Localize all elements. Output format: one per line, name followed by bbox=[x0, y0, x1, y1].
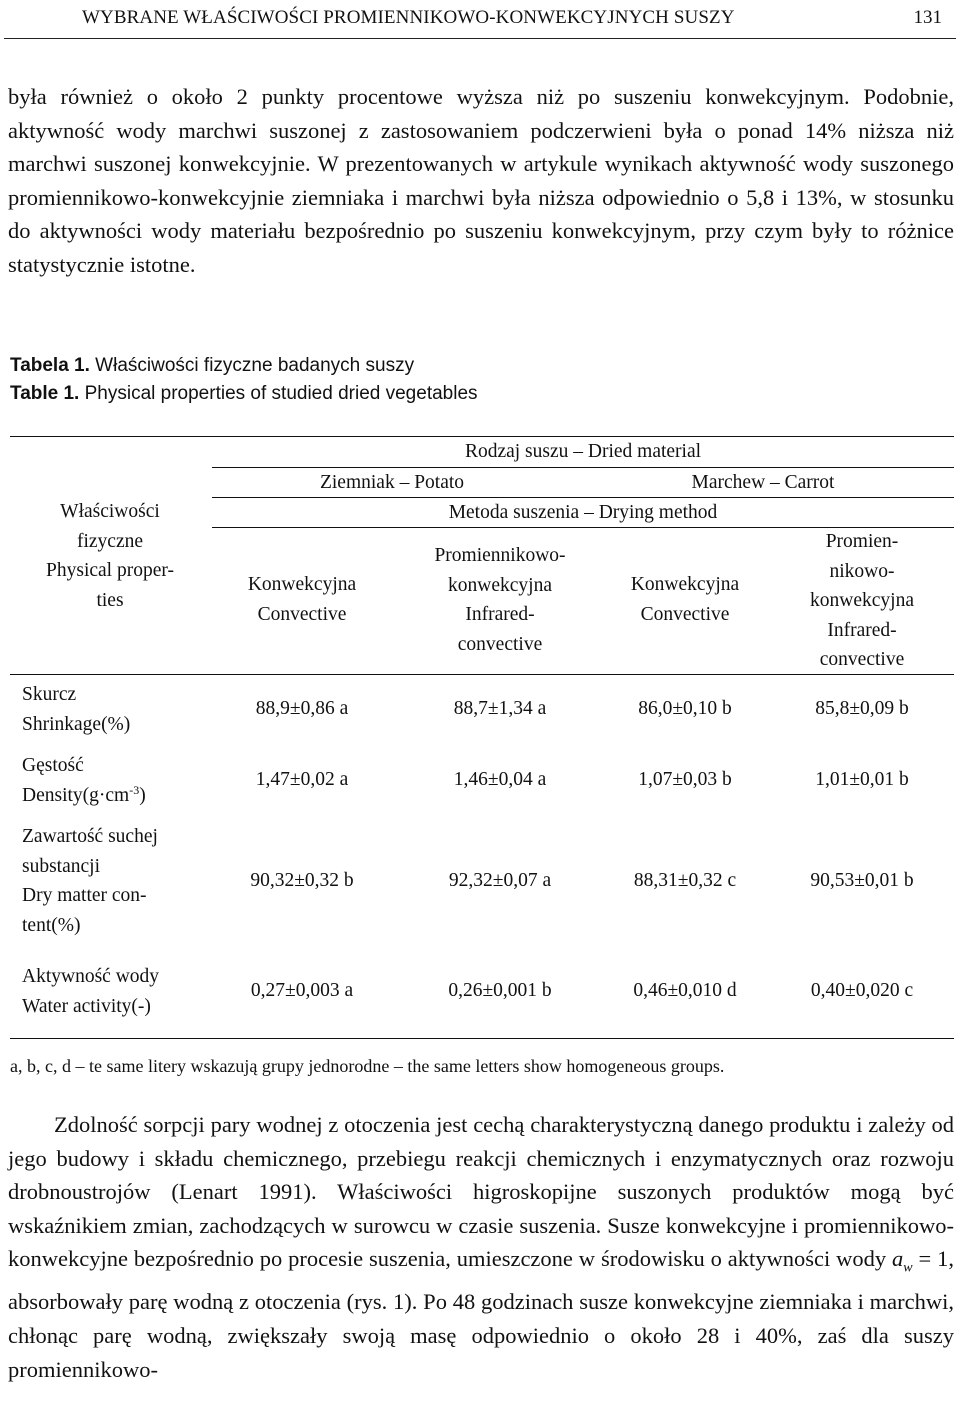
material-carrot-header: Marchew – Carrot bbox=[691, 472, 835, 493]
material-potato-header: Ziemniak – Potato bbox=[319, 472, 465, 493]
row-label-line: Zawartość suchej bbox=[22, 826, 158, 847]
table-cell: 0,27±0,003 a bbox=[250, 980, 354, 1001]
row-label-line: Aktywność wody bbox=[22, 966, 160, 987]
aw-subscript: w bbox=[903, 1260, 913, 1276]
col4-line-5: convective bbox=[819, 649, 905, 670]
col1-line-1: Konwekcyjna bbox=[247, 574, 357, 595]
row-label-line: Shrinkage(%) bbox=[22, 713, 131, 735]
col4-line-4: Infrared- bbox=[827, 619, 897, 641]
table-bottom-rule bbox=[10, 1038, 954, 1039]
col3-line-2: Convective bbox=[640, 603, 730, 625]
drying-method-header: Metoda suszenia – Drying method bbox=[448, 502, 718, 523]
aw-letter: a bbox=[892, 1246, 904, 1272]
density-unit-exponent: -3 bbox=[129, 782, 140, 797]
col2-line-1: Promiennikowo- bbox=[434, 545, 566, 566]
col4-line-3: konwekcyjna bbox=[810, 590, 914, 611]
table-cell: 88,31±0,32 c bbox=[633, 870, 737, 891]
corner-line-3: Physical proper- bbox=[46, 560, 174, 581]
row-label-line: Dry matter con- bbox=[22, 885, 147, 906]
row-label-line: Water activity(-) bbox=[22, 995, 151, 1017]
table-cell: 85,8±0,09 b bbox=[815, 698, 909, 719]
table-caption-pl bbox=[10, 352, 414, 380]
table-cell: 0,46±0,010 d bbox=[633, 980, 737, 1001]
running-header bbox=[4, 0, 956, 39]
body-paragraph-2 bbox=[8, 1108, 954, 1386]
corner-header bbox=[10, 497, 210, 615]
row-label-water-activity bbox=[22, 962, 159, 1021]
row-label-shrinkage bbox=[22, 680, 130, 739]
dried-material-header: Rodzaj suszu – Dried material bbox=[464, 441, 702, 462]
header-title: WYBRANE WŁAŚCIWOŚCI PROMIENNIKOWO-KONWEKCYJNYCH SUSZY bbox=[82, 7, 735, 28]
col2-line-3: Infrared- bbox=[465, 604, 535, 625]
row-label-line: Gęstość bbox=[22, 755, 84, 776]
table-cell: 90,32±0,32 b bbox=[250, 870, 354, 891]
row-label-dry-matter bbox=[22, 822, 158, 940]
paragraph-2-text-a: Zdolność sorpcji pary wodnej z otoczenia jest cechą charakterystyczną danego produktu i zależy od jego budowy i składu chemicznego, przebiegu reakcji chemicznych i enzymatycznych oraz rozwoju drobnoustrojów (Lenart 1991). Właściwości higroskopijne suszonych produktów mogą być wskaźnikiem zmian, zachodzących w surowcu w czasie suszenia. Susze konwekcyjne i promiennikowo-konwekcyjne bezpośrednio po procesie suszenia, umieszczone w środowisku o aktywności wody bbox=[8, 1112, 954, 1272]
table-cell: 88,7±1,34 a bbox=[453, 698, 547, 719]
row-label-line bbox=[22, 781, 146, 811]
density-unit-close: ) bbox=[139, 784, 146, 806]
table-cell: 0,26±0,001 b bbox=[448, 980, 552, 1001]
caption-text-en: Physical properties of studied dried vegetables bbox=[79, 383, 478, 404]
col3-line-1: Konwekcyjna bbox=[630, 574, 740, 595]
paragraph-2-text-b: = 1, absorbowały parę wodną z otoczenia (rys. 1). Po 48 godzinach susze konwekcyjne ziemniaka i marchwi, chłonąc parę wodną, zwiększały swoją masę odpowiednio o około 28 i 40%, zaś dla suszy promiennikowo- bbox=[8, 1246, 954, 1382]
table-cell: 0,40±0,020 c bbox=[810, 980, 914, 1001]
col-header-potato-infrared bbox=[392, 541, 608, 659]
row-label-line: Skurcz bbox=[22, 684, 77, 705]
table-cell: 92,32±0,07 a bbox=[448, 870, 552, 891]
col-header-potato-convective bbox=[212, 570, 392, 629]
col-header-carrot-infrared bbox=[772, 527, 952, 675]
table-footnote: a, b, c, d – te same litery wskazują grupy jednorodne – the same letters show homogeneous groups. bbox=[10, 1056, 725, 1076]
caption-label-pl: Tabela 1. bbox=[10, 355, 90, 376]
col2-line-4: convective bbox=[457, 633, 543, 655]
water-activity-symbol bbox=[892, 1246, 913, 1276]
table-cell: 1,07±0,03 b bbox=[638, 769, 732, 790]
row-label-density bbox=[22, 751, 146, 810]
caption-text-pl: Właściwości fizyczne badanych suszy bbox=[89, 355, 415, 376]
col4-line-2: nikowo- bbox=[829, 560, 895, 582]
corner-line-4: ties bbox=[96, 589, 124, 611]
table-cell: 1,01±0,01 b bbox=[815, 769, 909, 790]
body-paragraph-1: była również o około 2 punkty procentowe wyższa niż po suszeniu konwekcyjnym. Podobnie, aktywność wody marchwi suszonej z zastosowaniem podczerwieni była o ponad 14% niższa niż marchwi suszonej konwekcyjnie. W prezentowanych w artykule wynikach aktywność wody suszonego promiennikowo-konwekcyjnie ziemniaka i marchwi była niższa odpowiednio o 5,8 i 13%, w stosunku do aktywności wody materiału bezpośrednio po suszeniu konwekcyjnym, przy czym były to różnice statystycznie istotne. bbox=[8, 84, 954, 277]
col-header-carrot-convective bbox=[600, 570, 770, 629]
density-unit-text: Density(g·cm bbox=[22, 784, 130, 806]
table-cell: 88,9±0,86 a bbox=[255, 698, 349, 719]
row-label-line: substancji bbox=[22, 855, 100, 877]
caption-label-en: Table 1. bbox=[10, 383, 80, 404]
table-cell: 1,46±0,04 a bbox=[453, 769, 547, 790]
table-caption-en bbox=[10, 380, 478, 408]
col4-line-1: Promien- bbox=[825, 531, 899, 552]
corner-line-1: Właściwości bbox=[60, 501, 160, 522]
page-number: 131 bbox=[913, 7, 942, 28]
table-cell: 86,0±0,10 b bbox=[638, 698, 732, 719]
table-cell: 90,53±0,01 b bbox=[810, 870, 914, 891]
row-label-line: tent(%) bbox=[22, 914, 81, 936]
col1-line-2: Convective bbox=[257, 603, 347, 625]
table-cell: 1,47±0,02 a bbox=[255, 769, 349, 790]
col2-line-2: konwekcyjna bbox=[448, 574, 552, 596]
corner-line-2: fizyczne bbox=[76, 530, 144, 552]
